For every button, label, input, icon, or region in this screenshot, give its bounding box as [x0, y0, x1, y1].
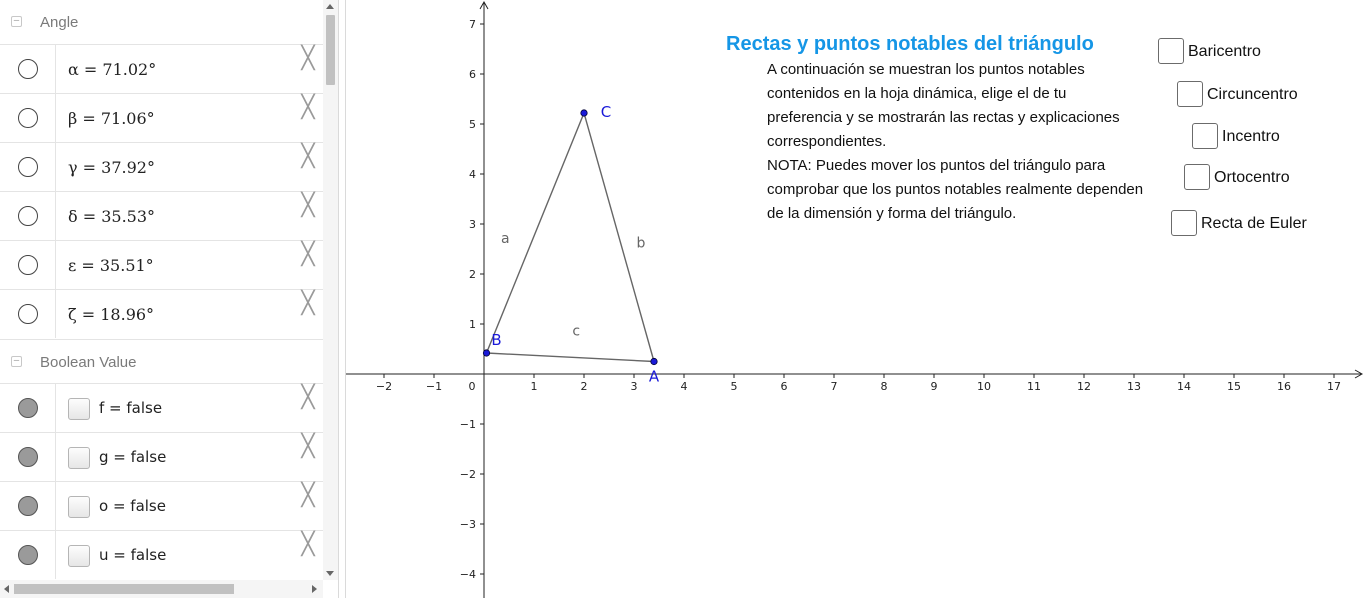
- point-label-A: A: [648, 367, 660, 386]
- x-tick-label: 17: [1327, 380, 1341, 393]
- group-label: Boolean Value: [40, 354, 137, 371]
- description-line: contenidos en la hoja dinámica, elige el de tu: [767, 85, 1067, 102]
- visibility-toggle[interactable]: [18, 157, 38, 177]
- x-tick-label: 4: [680, 380, 688, 393]
- y-tick-label: 6: [469, 68, 476, 81]
- y-tick-label: −4: [459, 568, 476, 581]
- delete-icon[interactable]: ╳: [301, 532, 315, 557]
- point-label-B: B: [491, 331, 502, 349]
- x-tick-label: −2: [375, 380, 393, 393]
- checkbox-label[interactable]: Ortocentro: [1214, 169, 1290, 186]
- x-tick-label: 13: [1127, 380, 1141, 393]
- marble-cell: [0, 531, 56, 579]
- segment-label-c: c: [572, 323, 581, 340]
- algebra-expression[interactable]: f = false: [99, 399, 163, 417]
- algebra-expression[interactable]: δ = 35.53°: [68, 207, 156, 226]
- x-tick-label: 9: [930, 380, 938, 393]
- boolean-checkbox[interactable]: [68, 496, 90, 518]
- checkbox-label[interactable]: Circuncentro: [1207, 86, 1298, 103]
- vertical-scrollbar[interactable]: [323, 0, 338, 580]
- visibility-toggle[interactable]: [18, 108, 38, 128]
- algebra-row-beta[interactable]: [0, 93, 323, 142]
- visibility-toggle[interactable]: [18, 206, 38, 226]
- page-title: Rectas y puntos notables del triángulo: [726, 33, 1094, 55]
- marble-cell: [0, 45, 56, 93]
- x-tick-label: 16: [1277, 380, 1291, 393]
- marble-cell: [0, 94, 56, 142]
- x-tick-label: 6: [780, 380, 788, 393]
- segment-c: [487, 353, 655, 362]
- algebra-expression[interactable]: β = 71.06°: [68, 109, 155, 128]
- algebra-row-f[interactable]: [0, 383, 323, 432]
- algebra-row-u[interactable]: [0, 530, 323, 579]
- visibility-toggle[interactable]: [18, 398, 38, 418]
- algebra-expression[interactable]: γ = 37.92°: [68, 158, 155, 177]
- algebra-expression[interactable]: o = false: [99, 497, 166, 515]
- scroll-down-arrow-icon[interactable]: [326, 571, 334, 576]
- scroll-right-arrow-icon[interactable]: [312, 585, 317, 593]
- marble-cell: [0, 241, 56, 289]
- scroll-thumb[interactable]: [14, 584, 234, 594]
- delete-icon[interactable]: ╳: [301, 144, 315, 169]
- algebra-row-epsilon[interactable]: [0, 240, 323, 289]
- delete-icon[interactable]: ╳: [301, 193, 315, 218]
- description-line: comprobar que los puntos notables realmente dependen: [767, 181, 1144, 198]
- checkbox-box[interactable]: [1184, 164, 1210, 190]
- algebra-row-zeta[interactable]: [0, 289, 323, 338]
- x-tick-label: 5: [730, 380, 738, 393]
- x-tick-label: 8: [880, 380, 888, 393]
- x-tick-label: −1: [425, 380, 443, 393]
- delete-icon[interactable]: ╳: [301, 434, 315, 459]
- algebra-expression[interactable]: g = false: [99, 448, 167, 466]
- visibility-toggle[interactable]: [18, 496, 38, 516]
- x-tick-label: 15: [1227, 380, 1241, 393]
- point-B: [483, 350, 489, 356]
- collapse-icon[interactable]: −: [11, 356, 22, 367]
- x-tick-label: 0: [468, 380, 476, 393]
- algebra-row-alpha[interactable]: [0, 44, 323, 93]
- horizontal-scrollbar[interactable]: [0, 580, 323, 598]
- y-tick-label: −1: [459, 418, 476, 431]
- point-label-C: C: [600, 103, 612, 121]
- marble-cell: [0, 433, 56, 481]
- delete-icon[interactable]: ╳: [301, 95, 315, 120]
- visibility-toggle[interactable]: [18, 447, 38, 467]
- description-line: correspondientes.: [767, 133, 887, 150]
- y-tick-label: −2: [459, 468, 476, 481]
- x-tick-label: 3: [630, 380, 638, 393]
- delete-icon[interactable]: ╳: [301, 291, 315, 316]
- marble-cell: [0, 290, 56, 338]
- x-tick-label: 2: [580, 380, 588, 393]
- y-tick-label: 5: [469, 118, 476, 131]
- group-label: Angle: [40, 14, 79, 31]
- x-tick-label: 14: [1177, 380, 1191, 393]
- x-tick-label: 10: [977, 380, 991, 393]
- point-C: [581, 110, 587, 116]
- view-splitter[interactable]: [338, 0, 346, 598]
- marble-cell: [0, 384, 56, 432]
- boolean-checkbox[interactable]: [68, 398, 90, 420]
- x-tick-label: 7: [830, 380, 838, 393]
- algebra-expression[interactable]: ε = 35.51°: [68, 256, 154, 275]
- algebra-expression[interactable]: α = 71.02°: [68, 60, 157, 79]
- scroll-thumb[interactable]: [326, 15, 335, 85]
- delete-icon[interactable]: ╳: [301, 46, 315, 71]
- scroll-up-arrow-icon[interactable]: [326, 4, 334, 9]
- marble-cell: [0, 482, 56, 530]
- algebra-expression[interactable]: u = false: [99, 546, 167, 564]
- algebra-row-g[interactable]: [0, 432, 323, 481]
- checkbox-box[interactable]: [1192, 123, 1218, 149]
- y-tick-label: 7: [469, 18, 476, 31]
- y-tick-label: 3: [469, 218, 476, 231]
- algebra-row-delta[interactable]: [0, 191, 323, 240]
- checkbox-label[interactable]: Incentro: [1222, 128, 1280, 145]
- group-header-boolean[interactable]: [0, 339, 323, 383]
- algebra-row-gamma[interactable]: [0, 142, 323, 191]
- boolean-checkbox[interactable]: [68, 447, 90, 469]
- delete-icon[interactable]: ╳: [301, 385, 315, 410]
- visibility-toggle[interactable]: [18, 255, 38, 275]
- visibility-toggle[interactable]: [18, 545, 38, 565]
- scroll-left-arrow-icon[interactable]: [4, 585, 9, 593]
- marble-cell: [0, 143, 56, 191]
- x-tick-label: 11: [1027, 380, 1041, 393]
- checkbox-box[interactable]: [1158, 38, 1184, 64]
- description-line: A continuación se muestran los puntos notables: [767, 61, 1085, 78]
- description-text: [767, 58, 1177, 226]
- point-A: [651, 358, 657, 364]
- y-tick-label: 1: [469, 318, 476, 331]
- checkbox-label[interactable]: Baricentro: [1188, 43, 1261, 60]
- delete-icon[interactable]: ╳: [301, 483, 315, 508]
- x-tick-label: 1: [530, 380, 538, 393]
- checkbox-label[interactable]: Recta de Euler: [1201, 215, 1307, 232]
- checkbox-box[interactable]: [1171, 210, 1197, 236]
- group-header-angle[interactable]: [0, 0, 323, 44]
- graphics-view[interactable]: [346, 0, 1366, 598]
- marble-cell: [0, 192, 56, 240]
- algebra-view: [0, 0, 338, 598]
- checkbox-box[interactable]: [1177, 81, 1203, 107]
- y-tick-label: −3: [459, 518, 476, 531]
- delete-icon[interactable]: ╳: [301, 242, 315, 267]
- description-line: preferencia y se mostrarán las rectas y explicaciones: [767, 109, 1120, 126]
- description-line: NOTA: Puedes mover los puntos del triángulo para: [767, 157, 1106, 174]
- y-tick-label: 2: [469, 268, 476, 281]
- collapse-icon[interactable]: −: [11, 16, 22, 27]
- y-tick-label: 4: [469, 168, 476, 181]
- boolean-checkbox[interactable]: [68, 545, 90, 567]
- x-tick-label: 12: [1077, 380, 1091, 393]
- visibility-toggle[interactable]: [18, 59, 38, 79]
- description-line: de la dimensión y forma del triángulo.: [767, 205, 1017, 222]
- segment-label-b: b: [636, 235, 646, 252]
- visibility-toggle[interactable]: [18, 304, 38, 324]
- algebra-row-o[interactable]: [0, 481, 323, 530]
- algebra-expression[interactable]: ζ = 18.96°: [68, 305, 155, 324]
- segment-label-a: a: [500, 231, 510, 247]
